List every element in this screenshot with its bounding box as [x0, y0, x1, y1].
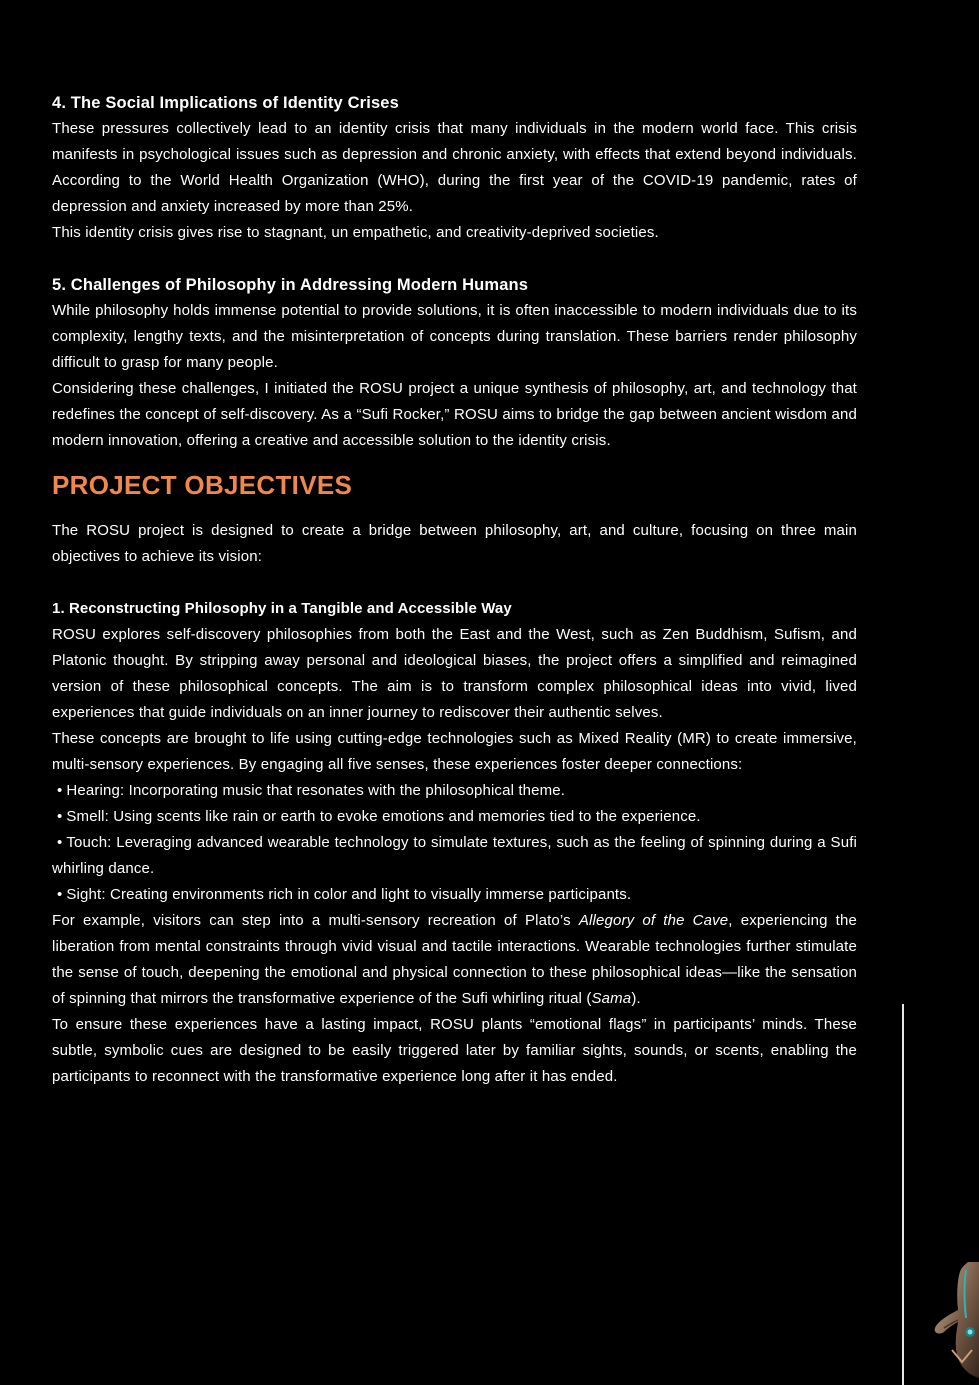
section-5-heading: 5. Challenges of Philosophy in Addressing Modern Humans: [52, 276, 529, 294]
bullet-dot: •: [57, 834, 63, 851]
hamsa-hand-icon: [932, 1262, 979, 1385]
sama-term: Sama: [591, 990, 632, 1007]
bullet-dot: •: [57, 808, 63, 825]
project-objectives-title: PROJECT OBJECTIVES: [52, 470, 353, 500]
p3-text-end: ).: [631, 990, 641, 1007]
objective-1-paragraph-1: ROSU explores self-discovery philosophies from both the East and the West, such as Zen Buddhism, Sufism, and Platonic thought. By stripping away personal and ideological biases, the project offers a simplified and reimagined version of these philosophical concepts. The aim is to transform complex philosophical ideas into vivid, lived experiences that guide individuals on an inner journey to rediscover their authentic selves.: [52, 626, 857, 721]
objectives-intro: The ROSU project is designed to create a bridge between philosophy, art, and culture, focusing on three main objectives to achieve its vision:: [52, 522, 857, 565]
document-body: [52, 90, 857, 1090]
objective-1-paragraph-2: These concepts are brought to life using cutting-edge technologies such as Mixed Reality (MR) to create immersive, multi-sensory experiences. By engaging all five senses, these experiences foster deeper connections:: [52, 730, 857, 773]
bullet-dot: •: [57, 886, 63, 903]
bullet-text: Hearing: Incorporating music that resonates with the philosophical theme.: [66, 782, 566, 799]
bullet-item-hearing: [52, 778, 857, 804]
bullet-text: Touch: Leveraging advanced wearable technology to simulate textures, such as the feeling of spinning during a Sufi whirling dance.: [52, 834, 857, 877]
p3-text-start: For example, visitors can step into a multi-sensory recreation of Plato’s: [52, 912, 579, 929]
bullet-text: Sight: Creating environments rich in color and light to visually immerse participants.: [66, 886, 632, 903]
p3-text-middle: , experiencing the liberation from mental constraints through vivid visual and tactile interactions. Wearable technologies further stimulate the sense of touch, deepening the emotional and physical connection to these philosophical ideas—like the sensation of spinning that mirrors the transformative experience of the Sufi whirling ritual (: [52, 912, 857, 1007]
decorative-vertical-line: [902, 1004, 904, 1385]
bullet-dot: •: [57, 782, 63, 799]
bullet-item-touch: [52, 830, 857, 882]
objective-1-heading: 1. Reconstructing Philosophy in a Tangible and Accessible Way: [52, 600, 512, 617]
bullet-item-sight: [52, 882, 857, 908]
objective-1-paragraph-3: [52, 908, 857, 1012]
section-4-paragraph-1: These pressures collectively lead to an identity crisis that many individuals in the modern world face. This crisis manifests in psychological issues such as depression and chronic anxiety, with effects that extend beyond individuals. According to the World Health Organization (WHO), during the first year of the COVID-19 pandemic, rates of depression and anxiety increased by more than 25%.: [52, 120, 857, 215]
allegory-of-the-cave-title: Allegory of the Cave: [578, 912, 729, 929]
section-4-heading: 4. The Social Implications of Identity Crises: [52, 94, 399, 112]
section-4-paragraph-2: This identity crisis gives rise to stagnant, un empathetic, and creativity-deprived societies.: [52, 224, 659, 241]
bullet-text: Smell: Using scents like rain or earth to evoke emotions and memories tied to the experience.: [66, 808, 701, 825]
section-5-paragraph-2: Considering these challenges, I initiated the ROSU project a unique synthesis of philosophy, art, and technology that redefines the concept of self-discovery. As a “Sufi Rocker,” ROSU aims to bridge the gap between ancient wisdom and modern innovation, offering a creative and accessible solution to the identity crisis.: [52, 380, 857, 449]
section-5-paragraph-1: While philosophy holds immense potential to provide solutions, it is often inaccessible to modern individuals due to its complexity, lengthy texts, and the misinterpretation of concepts during translation. These barriers render philosophy difficult to grasp for many people.: [52, 302, 857, 371]
objective-1-paragraph-4: To ensure these experiences have a lasting impact, ROSU plants “emotional flags” in participants’ minds. These subtle, symbolic cues are designed to be easily triggered later by familiar sights, sounds, or scents, enabling the participants to reconnect with the transformative experience long after it has ended.: [52, 1016, 857, 1085]
bullet-item-smell: [52, 804, 857, 830]
